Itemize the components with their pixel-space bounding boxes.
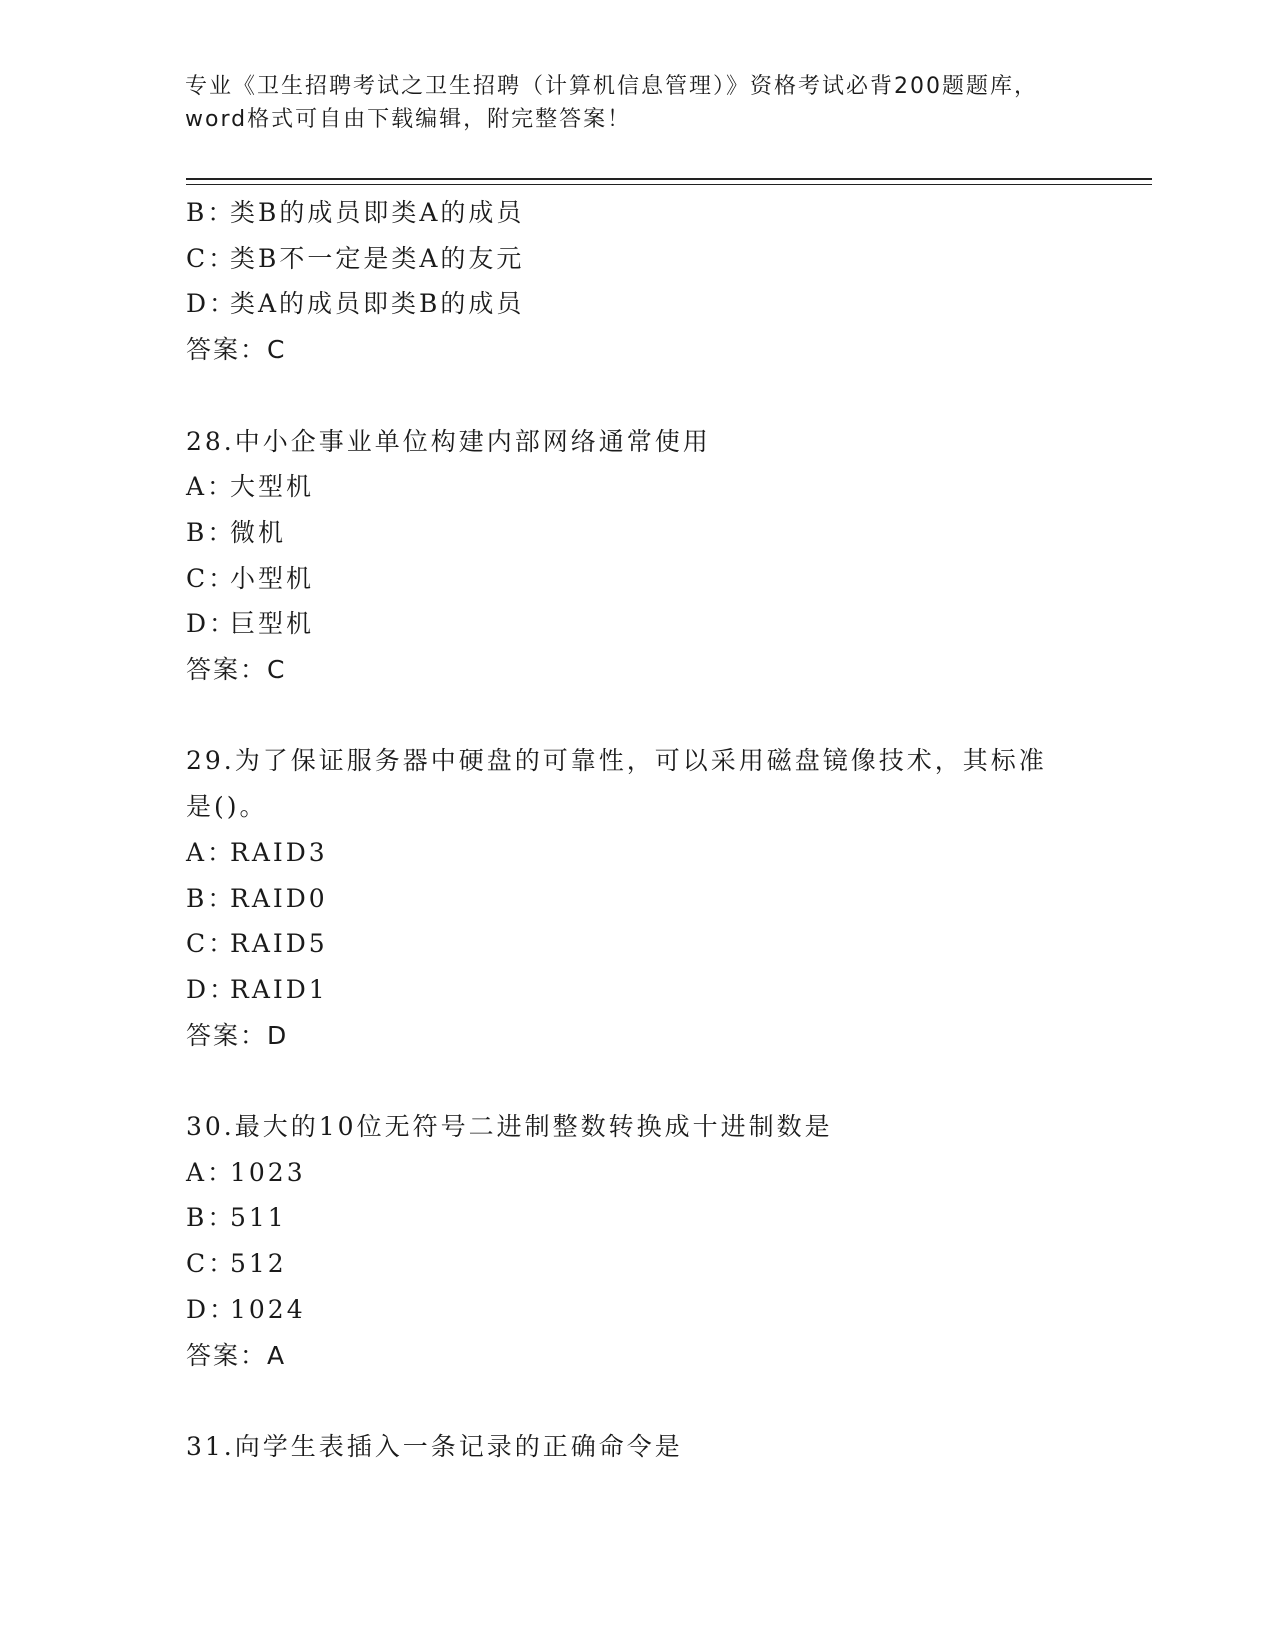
question-28 xyxy=(186,419,1086,693)
question-29 xyxy=(186,738,1086,1058)
option-a xyxy=(186,830,1086,876)
answer: 答案：C xyxy=(186,335,287,365)
option-text: RAID0 xyxy=(230,883,328,913)
option-label: B： xyxy=(186,198,236,227)
option-d xyxy=(186,281,1086,327)
document-header xyxy=(185,70,1085,136)
option-label: C： xyxy=(186,929,237,959)
question-title: 30.最大的10位无符号二进制整数转换成十进制数是 xyxy=(186,1112,833,1142)
option-text: 类B不一定是类A的友元 xyxy=(230,243,525,273)
header-line-2: word格式可自由下载编辑，附完整答案！ xyxy=(185,107,632,132)
option-text: RAID1 xyxy=(230,974,328,1004)
option-label: D： xyxy=(186,289,238,319)
answer: 答案：D xyxy=(186,1020,289,1050)
option-b xyxy=(186,876,1086,922)
spacer xyxy=(186,1058,1086,1104)
option-c xyxy=(186,556,1086,602)
header-divider-thin xyxy=(186,184,1152,185)
question-title: 29.为了保证服务器中硬盘的可靠性，可以采用磁盘镜像技术，其标准 xyxy=(186,746,1047,776)
option-label: A： xyxy=(186,837,236,867)
option-text: 511 xyxy=(230,1203,287,1233)
option-label: A： xyxy=(186,1157,236,1187)
question-list xyxy=(186,190,1086,1470)
question-title: 28.中小企事业单位构建内部网络通常使用 xyxy=(186,426,711,456)
option-c xyxy=(186,1241,1086,1287)
option-text: 类B的成员即类A的成员 xyxy=(230,198,525,227)
option-label: B： xyxy=(186,883,236,913)
option-label: C： xyxy=(186,563,237,593)
question-31 xyxy=(186,1424,1086,1470)
option-d xyxy=(186,1287,1086,1333)
question-30 xyxy=(186,1104,1086,1378)
option-label: D： xyxy=(186,609,238,639)
option-a xyxy=(186,464,1086,510)
header-divider-thick xyxy=(186,178,1152,180)
option-text: 巨型机 xyxy=(230,609,315,639)
option-c xyxy=(186,921,1086,967)
option-text: 1024 xyxy=(230,1294,306,1324)
spacer xyxy=(186,1378,1086,1424)
option-text: 1023 xyxy=(230,1157,306,1187)
option-label: D： xyxy=(186,1294,238,1324)
option-text: 小型机 xyxy=(230,563,315,593)
option-label: B： xyxy=(186,1203,236,1233)
spacer xyxy=(186,693,1086,739)
option-label: B： xyxy=(186,517,236,547)
option-b xyxy=(186,190,1086,236)
option-d xyxy=(186,967,1086,1013)
question-title-continued: 是()。 xyxy=(186,792,268,822)
option-text: 类A的成员即类B的成员 xyxy=(230,289,525,319)
option-d xyxy=(186,601,1086,647)
option-c xyxy=(186,236,1086,282)
option-label: C： xyxy=(186,243,237,273)
option-b xyxy=(186,1195,1086,1241)
option-text: 512 xyxy=(230,1249,287,1279)
header-line-1: 专业《卫生招聘考试之卫生招聘（计算机信息管理）》资格考试必背200题题库， xyxy=(185,74,1038,99)
spacer xyxy=(186,373,1086,419)
option-a xyxy=(186,1150,1086,1196)
option-label: C： xyxy=(186,1249,237,1279)
question-title: 31.向学生表插入一条记录的正确命令是 xyxy=(186,1431,683,1461)
answer: 答案：C xyxy=(186,655,287,685)
option-text: RAID3 xyxy=(230,837,328,867)
question-27-continued xyxy=(186,190,1086,373)
option-text: 微机 xyxy=(230,517,287,547)
option-text: 大型机 xyxy=(230,472,315,502)
option-label: A： xyxy=(186,472,236,502)
option-b xyxy=(186,510,1086,556)
option-label: D： xyxy=(186,974,238,1004)
option-text: RAID5 xyxy=(230,929,328,959)
answer: 答案：A xyxy=(186,1340,287,1370)
